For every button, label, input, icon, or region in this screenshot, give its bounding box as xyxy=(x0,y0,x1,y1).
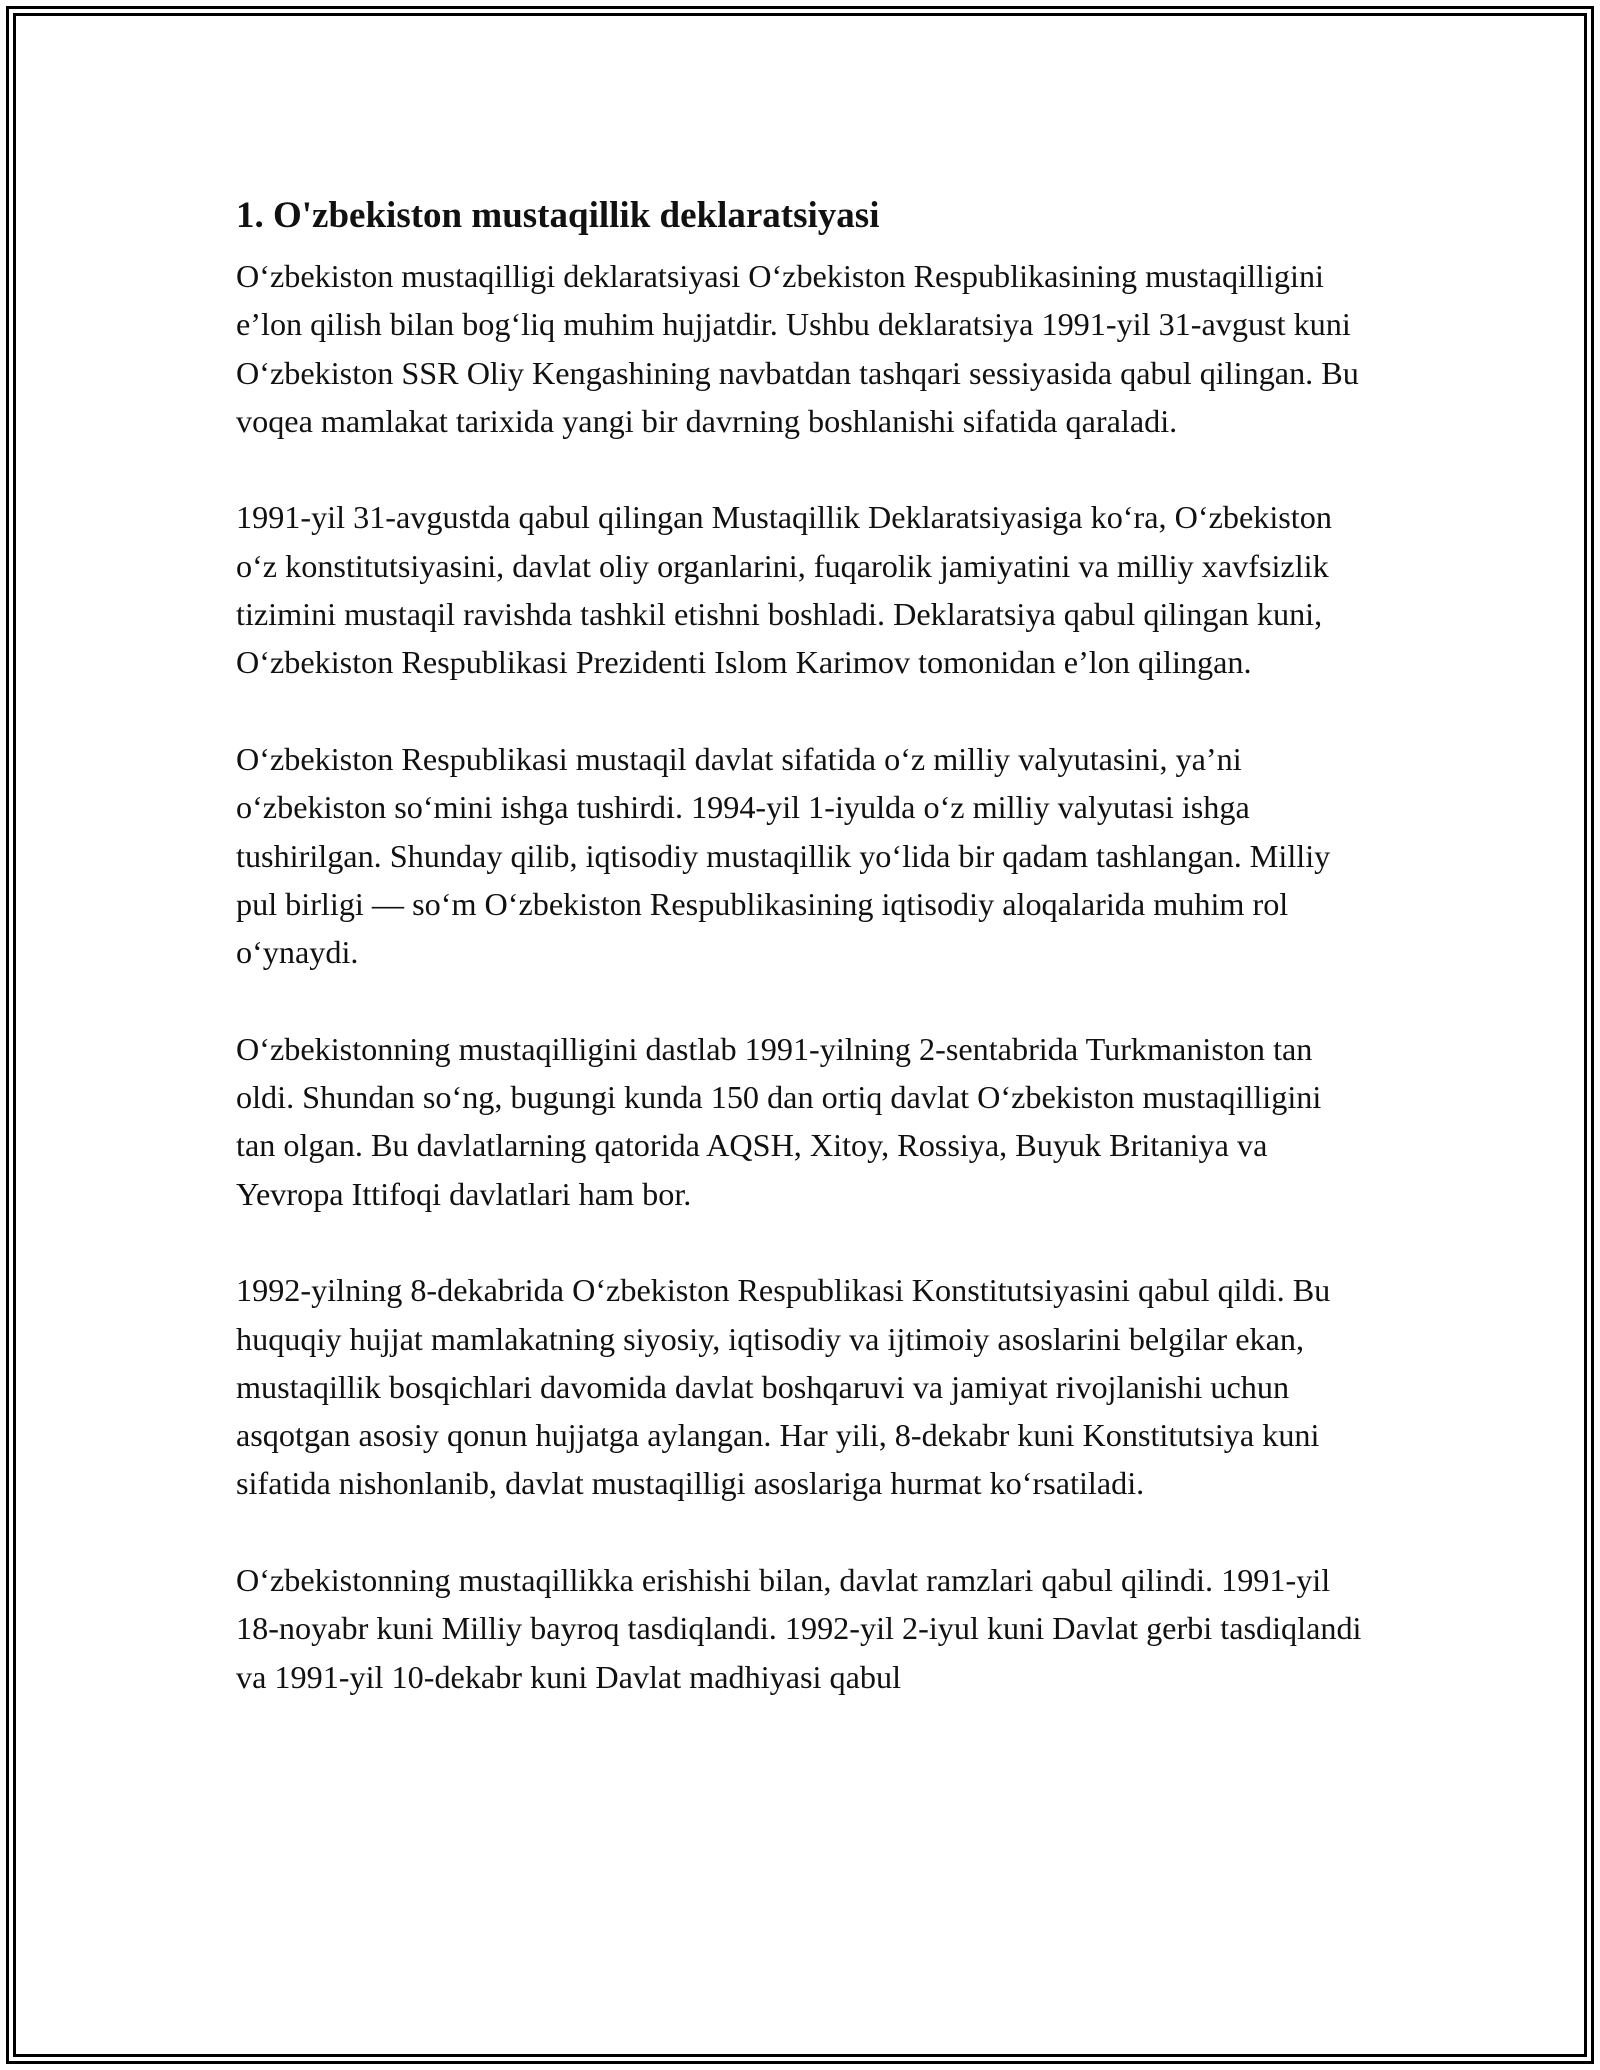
document-page xyxy=(236,184,1366,1749)
paragraph-declaration: O‘zbekiston mustaqilligi deklaratsiyasi O‘zbekiston Respublikasining mustaqilligini e’lon qilish bilan bog‘liq muhim hujjatdir. Ushbu deklaratsiya 1991-yil 31-avgust kuni O‘zbekiston SSR Oliy Kengashining navbatdan tashqari sessiyasida qabul qilingan. Bu voqea mamlakat tarixida yangi bir davrning boshlanishi sifatida qaraladi. xyxy=(236,258,1359,439)
paragraph-constitution: 1992-yilning 8-dekabrida O‘zbekiston Respublikasi Konstitutsiyasini qabul qildi. Bu huquqiy hujjat mamlakatning siyosiy, iqtisodiy va ijtimoiy asoslarini belgilar ekan, mustaqillik bosqichlari davomida davlat boshqaruvi va jamiyat rivojlanishi uchun asqotgan asosiy qonun hujjatga aylangan. Har yili, 8-dekabr kuni Konstitutsiya kuni sifatida nishonlanib, davlat mustaqilligi asoslariga hurmat ko‘rsatiladi. xyxy=(236,1272,1331,1502)
paragraph-independence-structure: 1991-yil 31-avgustda qabul qilingan Mustaqillik Deklaratsiyasiga ko‘ra, O‘zbekiston o‘z konstitutsiyasini, davlat oliy organlarini, fuqarolik jamiyatini va milliy xavfsizlik tizimini mustaqil ravishda tashkil etishni boshladi. Deklaratsiya qabul qilingan kuni, O‘zbekiston Respublikasi Prezidenti Islom Karimov tomonidan e’lon qilingan. xyxy=(236,499,1332,681)
paragraph-national-currency: O‘zbekiston Respublikasi mustaqil davlat sifatida o‘z milliy valyutasini, ya’ni o‘zbekiston so‘mini ishga tushirdi. 1994-yil 1-iyulda o‘z milliy valyutasi ishga tushirilgan. Shunday qilib, iqtisodiy mustaqillik yo‘lida bir qadam tashlangan. Milliy pul birligi — so‘m O‘zbekiston Respublikasining iqtisodiy aloqalarida muhim rol o‘ynaydi. xyxy=(236,740,1331,971)
section-title: 1. O'zbekiston mustaqillik deklaratsiyasi xyxy=(236,195,880,236)
paragraph-state-symbols: O‘zbekistonning mustaqillikka erishishi bilan, davlat ramzlari qabul qilindi. 1991-yil 18-noyabr kuni Milliy bayroq tasdiqlandi. 1992-yil 2-iyul kuni Davlat gerbi tasdiqlandi va 1991-yil 10-dekabr kuni Davlat madhiyasi qabul xyxy=(236,1562,1362,1695)
paragraph-international-recognition: O‘zbekistonning mustaqilligini dastlab 1991-yilning 2-sentabrida Turkmaniston tan oldi. Shundan so‘ng, bugungi kunda 150 dan ortiq davlat O‘zbekiston mustaqilligini tan olgan. Bu davlatlarning qatorida AQSH, Xitoy, Rossiya, Buyuk Britaniya va Yevropa Ittifoqi davlatlari ham bor. xyxy=(236,1030,1322,1212)
